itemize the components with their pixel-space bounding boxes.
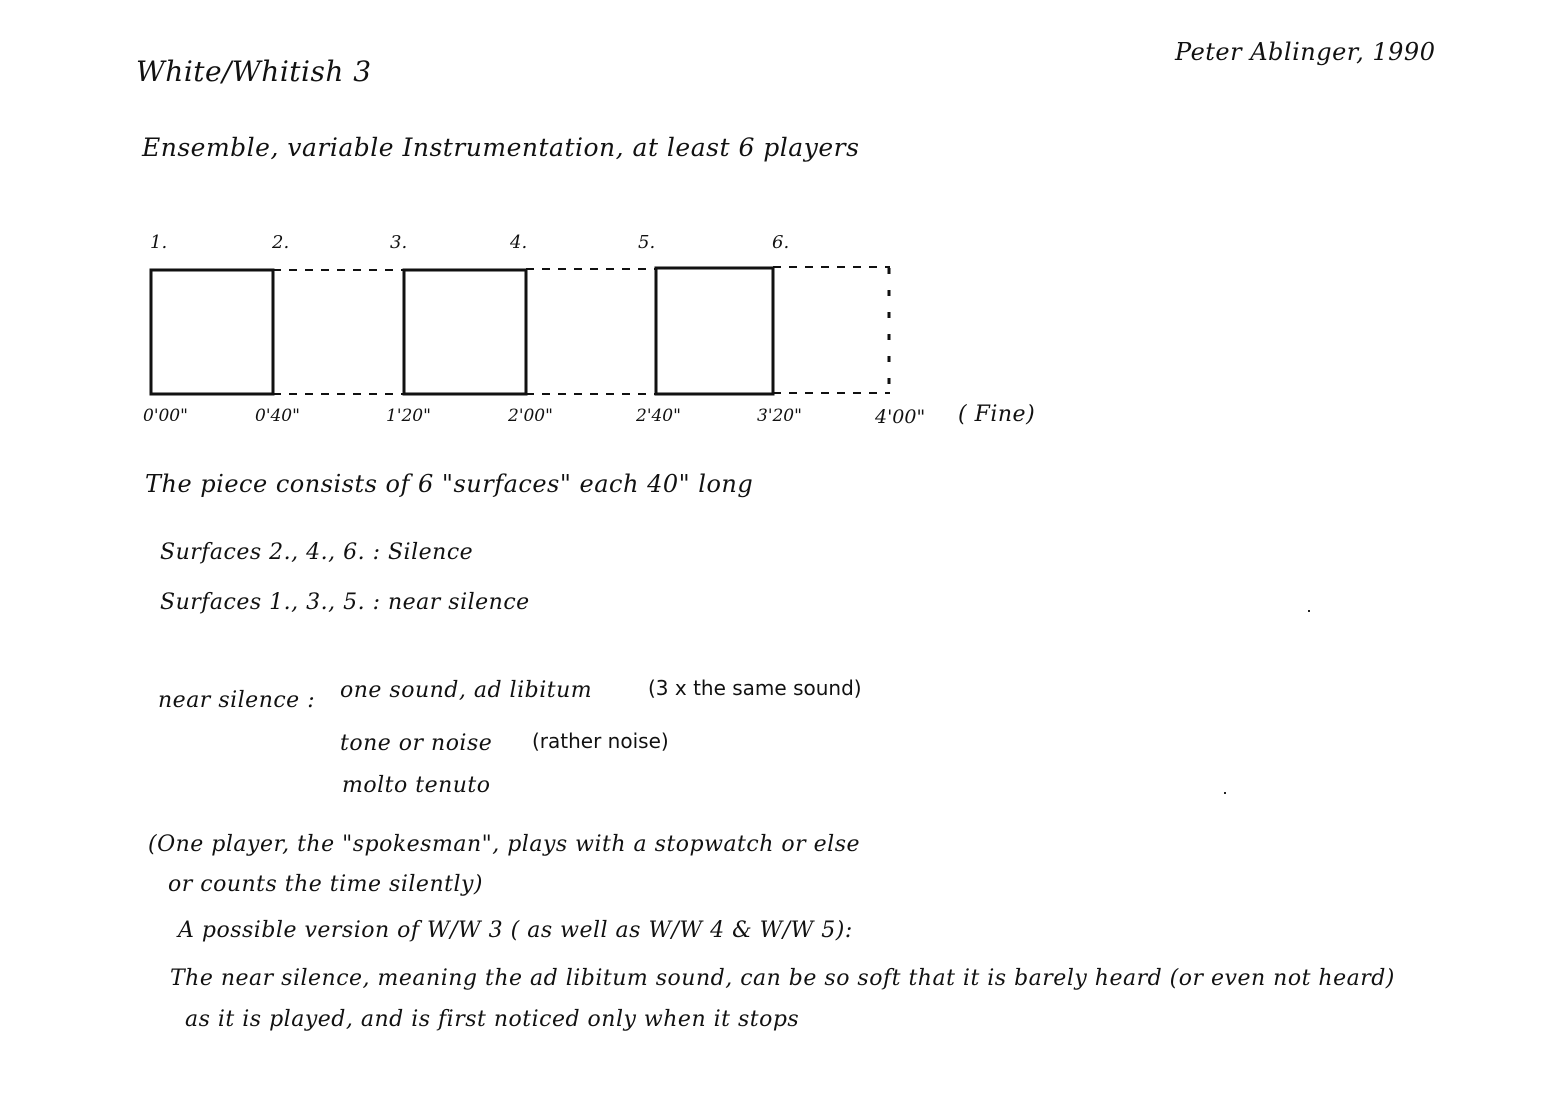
surface-number: 4. <box>510 232 528 253</box>
surface-number: 6. <box>772 232 790 253</box>
near-silence-sound: one sound, ad libitum <box>340 678 593 703</box>
near-silence-note: (rather noise) <box>532 729 669 753</box>
surface-number: 2. <box>272 232 290 253</box>
spokesman-note: (One player, the "spokesman", plays with a stopwatch or else <box>148 832 860 857</box>
surface-number: 3. <box>390 232 408 253</box>
timeline-label: 0'00" <box>143 406 188 426</box>
spokesman-note: or counts the time silently) <box>168 872 483 897</box>
near-silence-label: near silence : <box>158 688 316 713</box>
version-text: as it is played, and is first noticed only when it stops <box>185 1007 800 1032</box>
fine-marker: ( Fine) <box>958 402 1036 427</box>
stray-mark <box>1308 610 1310 612</box>
surfaces-near-silence: Surfaces 1., 3., 5. : near silence <box>160 590 530 615</box>
timeline-label: 2'00" <box>508 406 553 426</box>
stray-mark <box>1224 792 1226 794</box>
surface-1-box <box>151 270 273 394</box>
surface-5-box <box>656 268 773 394</box>
near-silence-tone: tone or noise <box>340 731 493 756</box>
timeline-label: 2'40" <box>636 406 681 426</box>
piece-description: The piece consists of 6 "surfaces" each 40" long <box>145 470 754 498</box>
near-silence-note: (3 x the same sound) <box>648 676 862 700</box>
timeline-label: 4'00" <box>875 406 926 428</box>
surface-number: 1. <box>150 232 168 253</box>
surface-3-box <box>404 270 526 394</box>
version-heading: A possible version of W/W 3 ( as well as W/W 4 & W/W 5): <box>178 918 853 943</box>
surface-number: 5. <box>638 232 656 253</box>
composer-credit: Peter Ablinger, 1990 <box>1175 38 1436 66</box>
near-silence-tenuto: molto tenuto <box>342 773 491 798</box>
timeline-label: 1'20" <box>386 406 431 426</box>
timeline-label: 0'40" <box>255 406 300 426</box>
surfaces-silence: Surfaces 2., 4., 6. : Silence <box>160 540 474 565</box>
piece-title: White/Whitish 3 <box>136 55 372 88</box>
timeline-label: 3'20" <box>757 406 802 426</box>
version-text: The near silence, meaning the ad libitum sound, can be so soft that it is barely heard (or even not heard) <box>170 966 1395 991</box>
instrumentation-line: Ensemble, variable Instrumentation, at least 6 players <box>142 133 860 162</box>
